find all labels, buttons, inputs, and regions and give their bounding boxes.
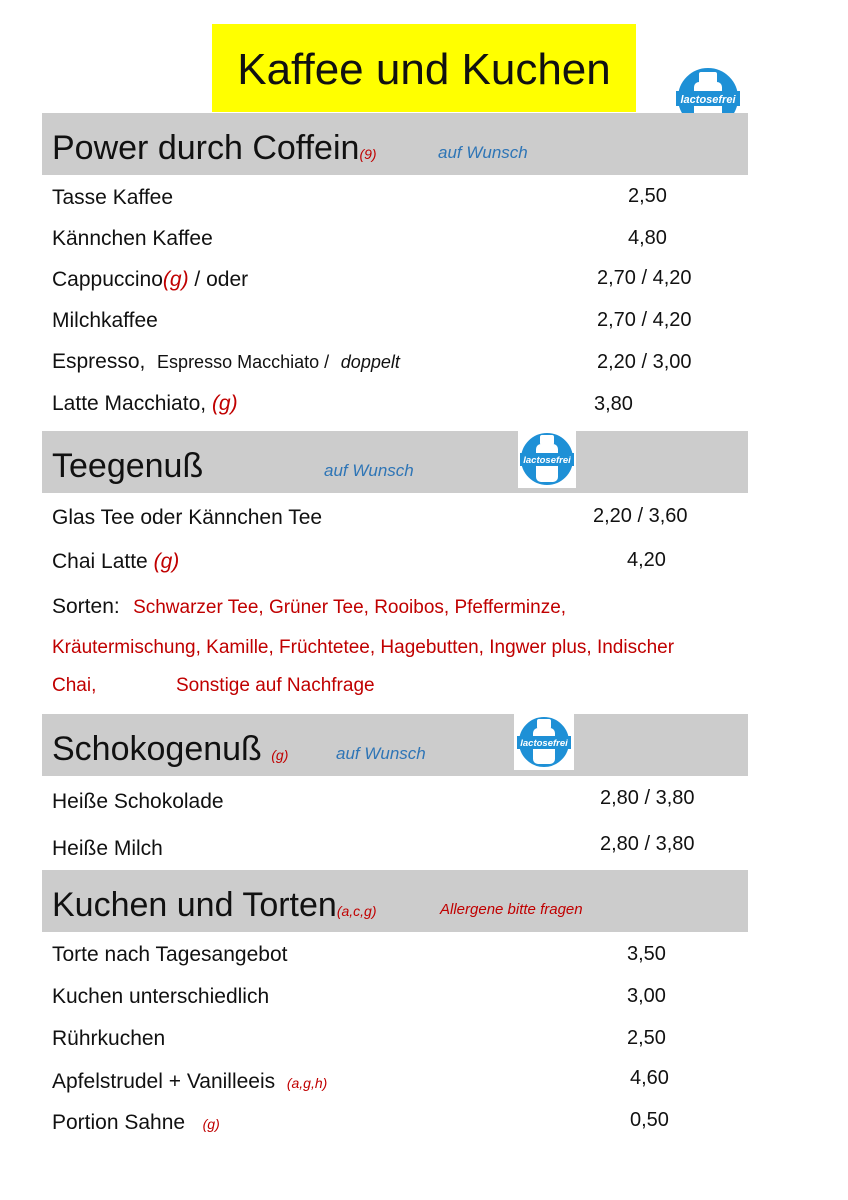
logo-text: lactosefrei xyxy=(523,455,571,466)
item-name: Espresso, xyxy=(52,350,146,373)
on-request-note: auf Wunsch xyxy=(438,143,528,162)
menu-item: Heiße Milch xyxy=(52,837,163,860)
menu-item xyxy=(52,267,248,293)
allergen-note: (g) xyxy=(162,268,189,291)
section-title-chocolate xyxy=(52,729,288,775)
logo-text: lactosefrei xyxy=(680,94,736,106)
item-price: 0,50 xyxy=(630,1109,669,1131)
lactosefrei-logo-icon xyxy=(514,714,574,770)
item-price: 2,80 / 3,80 xyxy=(600,833,695,855)
menu-item xyxy=(52,1110,220,1137)
item-price: 4,60 xyxy=(630,1067,669,1089)
lactosefrei-logo-icon xyxy=(518,430,576,488)
menu-item: Glas Tee oder Kännchen Tee xyxy=(52,506,323,529)
menu-item: Torte nach Tagesangebot xyxy=(52,943,288,966)
sorts-line-3a: Chai, xyxy=(52,675,97,696)
menu-item xyxy=(52,549,179,575)
section-title-cakes xyxy=(52,885,377,931)
tea-sorts: Sorten: Schwarzer Tee, Grüner Tee, Rooibos, Pfefferminze, xyxy=(52,595,567,618)
section-title-tea: Teegenuß xyxy=(52,447,204,485)
item-price: 2,20 / 3,00 xyxy=(597,351,692,373)
item-suffix: / oder xyxy=(188,268,249,291)
item-price: 4,80 xyxy=(628,227,667,249)
item-variant: doppelt xyxy=(340,352,400,372)
logo-text: lactosefrei xyxy=(520,738,568,749)
sorts-line-2: Kräutermischung, Kamille, Früchtetee, Hagebutten, Ingwer plus, Indischer xyxy=(52,637,675,658)
item-price: 3,00 xyxy=(627,985,666,1007)
item-name: Cappuccino xyxy=(52,268,163,291)
allergen-note: (a,g,h) xyxy=(286,1075,328,1091)
on-request-note: auf Wunsch xyxy=(336,744,426,763)
item-price: 4,20 xyxy=(627,549,666,571)
item-name: Chai Latte xyxy=(52,550,148,573)
heading-text: Schokogenuß xyxy=(52,730,262,768)
allergen-note: (9) xyxy=(359,146,377,162)
item-price: 3,80 xyxy=(594,393,633,415)
heading-text: Kuchen und Torten xyxy=(52,886,337,924)
allergen-note: (g) xyxy=(211,392,238,415)
menu-item: Tasse Kaffee xyxy=(52,186,174,209)
page-title: Kaffee und Kuchen xyxy=(237,45,611,94)
item-price: 2,20 / 3,60 xyxy=(593,505,688,527)
item-price: 2,70 / 4,20 xyxy=(597,267,692,289)
on-request-note: auf Wunsch xyxy=(324,461,414,480)
heading-text: Power durch Coffein xyxy=(52,129,360,167)
sorts-line-3b: Sonstige auf Nachfrage xyxy=(176,675,375,696)
allergen-note: (g) xyxy=(202,1116,220,1132)
menu-item: Rührkuchen xyxy=(52,1027,166,1050)
allergen-info-note: Allergene bitte fragen xyxy=(440,901,583,918)
item-name: Apfelstrudel + Vanilleeis xyxy=(52,1070,276,1093)
item-name: Latte Macchiato, xyxy=(52,392,207,415)
menu-item: Milchkaffee xyxy=(52,309,158,332)
title-banner xyxy=(212,24,636,112)
allergen-note: (a,c,g) xyxy=(336,903,377,919)
menu-item xyxy=(52,349,400,375)
item-price: 2,80 / 3,80 xyxy=(600,787,695,809)
section-title-coffee xyxy=(52,128,377,174)
allergen-note: (g) xyxy=(153,550,180,573)
item-price: 2,50 xyxy=(627,1027,666,1049)
item-price: 2,50 xyxy=(628,185,667,207)
item-price: 2,70 / 4,20 xyxy=(597,309,692,331)
menu-item: Kännchen Kaffee xyxy=(52,227,213,250)
item-price: 3,50 xyxy=(627,943,666,965)
menu-item: Heiße Schokolade xyxy=(52,790,224,813)
item-name: Portion Sahne xyxy=(52,1111,186,1134)
sorts-line-1: Schwarzer Tee, Grüner Tee, Rooibos, Pfefferminze, xyxy=(133,597,567,618)
menu-item xyxy=(52,1069,327,1096)
sorts-label: Sorten xyxy=(52,595,114,618)
item-detail: Espresso Macchiato / xyxy=(157,352,330,372)
menu-item: Kuchen unterschiedlich xyxy=(52,985,270,1008)
menu-item xyxy=(52,391,238,417)
allergen-note: (g) xyxy=(271,747,289,763)
